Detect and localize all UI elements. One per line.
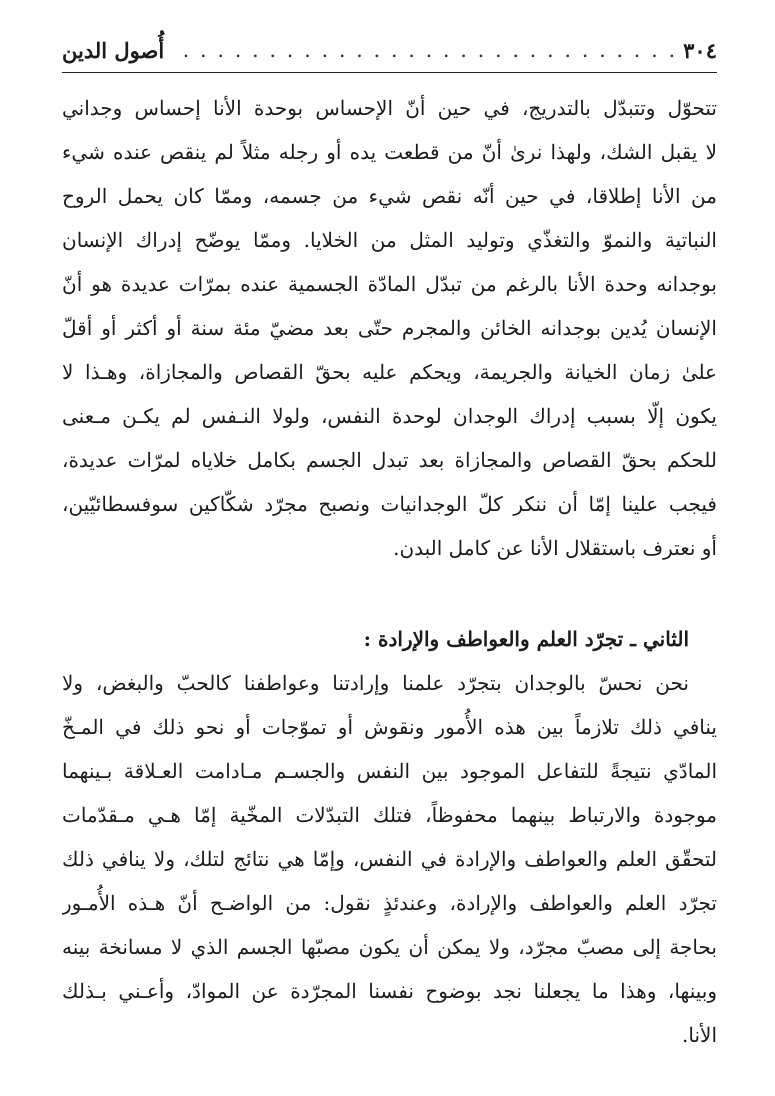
text-line: الأنا. xyxy=(682,1023,717,1047)
text-line: لا يقبل الشك، ولهذا نرىٰ أنّ من قطعت يده أو رجله مثلاً لم ينقص عنده شيء xyxy=(62,140,717,164)
header-rule xyxy=(62,72,717,73)
section-2 xyxy=(62,617,717,1057)
text-line: بحاجة إلى مصبّ مجرّد، ولا يمكن أن يكون مصبّها الجسم الذي لا مسانخة بينه xyxy=(62,935,717,959)
text-line: من الأنا إطلاقا، في حين أنّه نقص شيء من جسمه، وممّا كان يحمل الروح xyxy=(62,184,717,208)
page-number: ٣٠٤ xyxy=(683,37,717,63)
book-title: أُصول الدين xyxy=(62,37,165,63)
text-line: المادّي نتيجةً للتفاعل الموجود بين النفس والجسـم مـادامت العـلاقة بـينهما xyxy=(62,759,717,783)
text-line: الإنسان يُدين بوجدانه الخائن والمجرم حتّى بعد مضيّ مئة سنة أو أكثر أو أقلّ xyxy=(62,316,717,340)
text-line: فيجب علينا إمّا أن ننكر كلّ الوجدانيات ونصبح مجرّد شكّاكين سوفسطائيّين، xyxy=(62,492,717,516)
running-header xyxy=(62,28,717,72)
text-line: لتحقّق العلم والعواطف والإرادة في النفس، وإمّا هي نتائج لتلك، ولا ينافي ذلك xyxy=(62,847,717,871)
text-line: يكون إلّا بسبب إدراك الوجدان لوحدة النفس، ولولا النـفس لم يكـن مـعنى xyxy=(62,404,717,428)
text-line: وبينها، وهذا ما يجعلنا نجد بوضوح نفسنا المجرّدة عن الموادّ، وأعـني بـذلك xyxy=(62,979,717,1003)
text-line: نحن نحسّ بالوجدان بتجرّد علمنا وإرادتنا وعواطفنا كالحبّ والبغض، ولا xyxy=(62,671,689,695)
text-line: تجرّد العلم والعواطف والإرادة، وعندئذٍ نقول: من الواضـح أنّ هـذه الأُمـور xyxy=(62,891,717,915)
text-line: أو نعترف باستقلال الأنا عن كامل البدن. xyxy=(393,536,717,560)
text-line: موجودة والارتباط بينهما محفوظاً، فتلك التبدّلات المخّية إمّا هـي مـقدّمات xyxy=(62,803,717,827)
dot-leader xyxy=(174,38,677,62)
text-line: تتحوّل وتتبدّل بالتدريج، في حين أنّ الإحساس بوحدة الأنا إحساس وجداني xyxy=(62,96,717,120)
paragraph-1 xyxy=(62,86,717,570)
text-line: ينافي ذلك تلازماً بين هذه الأُمور ونقوش أو تموّجات أو نحو ذلك في المـخّ xyxy=(62,715,717,739)
text-line: للحكم بحقّ القصاص والمجازاة بعد تبدل الجسم بكامل خلاياه لمرّات عديدة، xyxy=(62,448,717,472)
text-line: بوجدانه وحدة الأنا بالرغم من تبدّل المادّة الجسمية عنده بمرّات عديدة هو أنّ xyxy=(62,272,717,296)
section-heading: الثاني ـ تجرّد العلم والعواطف والإرادة : xyxy=(363,627,689,651)
text-line: علىٰ زمان الخيانة والجريمة، ويحكم عليه بحقّ القصاص والمجازاة، وهـذا لا xyxy=(62,360,717,384)
text-line: النباتية والنموّ والتغذّي وتوليد المثل من الخلايا. وممّا يوضّح إدراك الإنسان xyxy=(62,228,717,252)
